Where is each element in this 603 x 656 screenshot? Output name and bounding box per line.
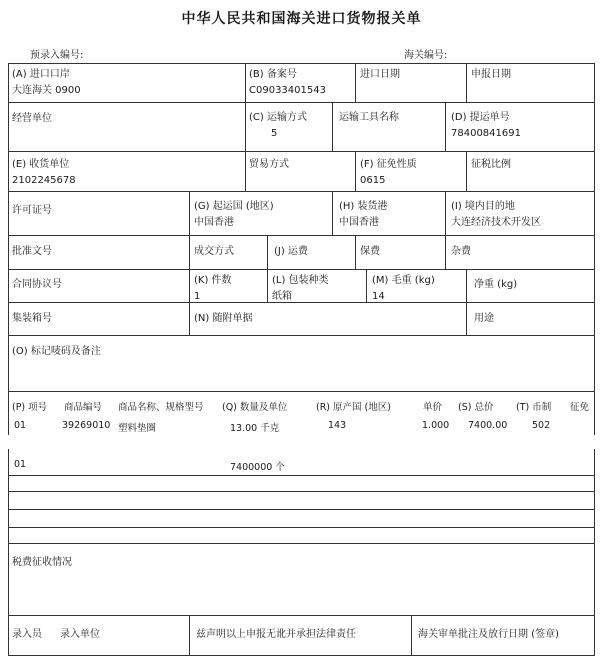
declaration-statement: 兹声明以上申报无讹并承担法律责任	[196, 629, 356, 640]
transport-field	[249, 111, 307, 140]
gross-weight-label: (M) 毛重 (kg)	[372, 275, 435, 286]
attached-docs-label: (N) 随附单据	[194, 313, 253, 324]
port-label: (A) 进口口岸	[12, 69, 70, 80]
usage-label: 用途	[474, 313, 494, 324]
operator-label: 经营单位	[12, 113, 52, 124]
destination-field	[451, 200, 541, 229]
entry-unit-label: 录入单位	[60, 629, 100, 640]
deal-mode-label: 成交方式	[194, 246, 234, 257]
goods-origin: 143	[328, 420, 347, 431]
goods-row2-item-no: 01	[14, 459, 27, 470]
record-number-label: (B) 备案号	[249, 69, 297, 80]
declaration-form	[8, 63, 595, 656]
bill-label: (D) 提运单号	[451, 112, 510, 123]
goods-header-exempt: 征免	[570, 402, 590, 413]
package-value: 纸箱	[272, 291, 292, 302]
insurance-label: 保费	[360, 246, 380, 257]
loading-port-label: (H) 装货港	[339, 201, 388, 212]
exemption-label: (F) 征免性质	[360, 159, 417, 170]
goods-header-unit-price: 单价	[423, 402, 443, 413]
port-field	[12, 68, 81, 97]
goods-header-code: 商品编号	[64, 402, 103, 413]
goods-header-qty: (Q) 数量及单位	[222, 402, 288, 413]
tax-rate-label: 征税比例	[471, 159, 511, 170]
gross-weight-field	[372, 274, 435, 303]
net-weight-label: 净重 (kg)	[474, 279, 518, 290]
goods-unit-price: 1.000	[422, 420, 450, 431]
goods-header-name: 商品名称、规格型号	[118, 402, 204, 413]
package-field	[272, 274, 329, 303]
vehicle-name-label: 运输工具名称	[339, 112, 399, 123]
goods-item-no: 01	[14, 420, 27, 431]
declare-date-label: 申报日期	[471, 69, 511, 80]
exemption-field	[360, 158, 417, 187]
goods-total: 7400.00	[468, 420, 508, 431]
license-label: 许可证号	[12, 205, 52, 216]
container-label: 集装箱号	[12, 313, 52, 324]
record-number-value: C09033401543	[249, 85, 326, 96]
goods-header-item-no: (P) 项号	[12, 402, 48, 413]
pieces-field	[194, 274, 232, 303]
loading-port-value: 中国香港	[339, 217, 379, 228]
tax-collection-label: 税费征收情况	[12, 557, 72, 568]
approval-number-label: 批准文号	[12, 246, 52, 257]
consignee-label: (E) 收货单位	[12, 159, 70, 170]
destination-label: (I) 境内目的地	[451, 201, 515, 212]
pieces-label: (K) 件数	[194, 275, 232, 286]
marks-remarks-label: (O) 标记唛码及备注	[12, 346, 101, 357]
goods-currency: 502	[532, 420, 551, 431]
record-number-field	[249, 68, 326, 97]
freight-label: (J) 运费	[274, 246, 308, 257]
goods-header-origin: (R) 原产国 (地区)	[316, 402, 391, 413]
bill-field	[451, 111, 521, 140]
contract-label: 合同协议号	[12, 279, 62, 290]
import-date-label: 进口日期	[360, 69, 400, 80]
origin-country-label: (G) 起运国 (地区)	[194, 201, 274, 212]
trade-mode-label: 贸易方式	[249, 159, 289, 170]
exemption-value: 0615	[360, 175, 386, 186]
section-gap	[0, 435, 603, 449]
customs-number-label: 海关编号:	[404, 50, 448, 61]
bill-value: 78400841691	[451, 128, 521, 139]
customs-approval-label: 海关审单批注及放行日期 (签章)	[418, 629, 559, 640]
goods-name: 塑料垫圈	[118, 423, 157, 434]
transport-value: 5	[271, 128, 278, 139]
goods-code: 39269010	[62, 420, 111, 431]
goods-qty: 13.00 千克	[230, 423, 280, 434]
origin-country-value: 中国香港	[194, 217, 234, 228]
entry-clerk-label: 录入员	[12, 629, 42, 640]
port-value: 大连海关 0900	[12, 85, 81, 96]
pieces-value: 1	[194, 291, 201, 302]
consignee-value: 2102245678	[12, 175, 76, 186]
transport-label: (C) 运输方式	[249, 112, 307, 123]
goods-header-total: (S) 总价	[458, 402, 494, 413]
origin-country-field	[194, 200, 274, 229]
misc-fee-label: 杂费	[451, 246, 471, 257]
consignee-field	[12, 158, 76, 187]
destination-value: 大连经济技术开发区	[451, 217, 541, 228]
package-label: (L) 包装种类	[272, 275, 329, 286]
pre-entry-number-label: 预录入编号:	[30, 50, 84, 61]
form-title: 中华人民共和国海关进口货物报关单	[181, 11, 422, 27]
loading-port-field	[339, 200, 388, 229]
goods-row2-qty: 7400000 个	[230, 462, 285, 473]
gross-weight-value: 14	[372, 291, 385, 302]
goods-header-currency: (T) 币制	[516, 402, 552, 413]
